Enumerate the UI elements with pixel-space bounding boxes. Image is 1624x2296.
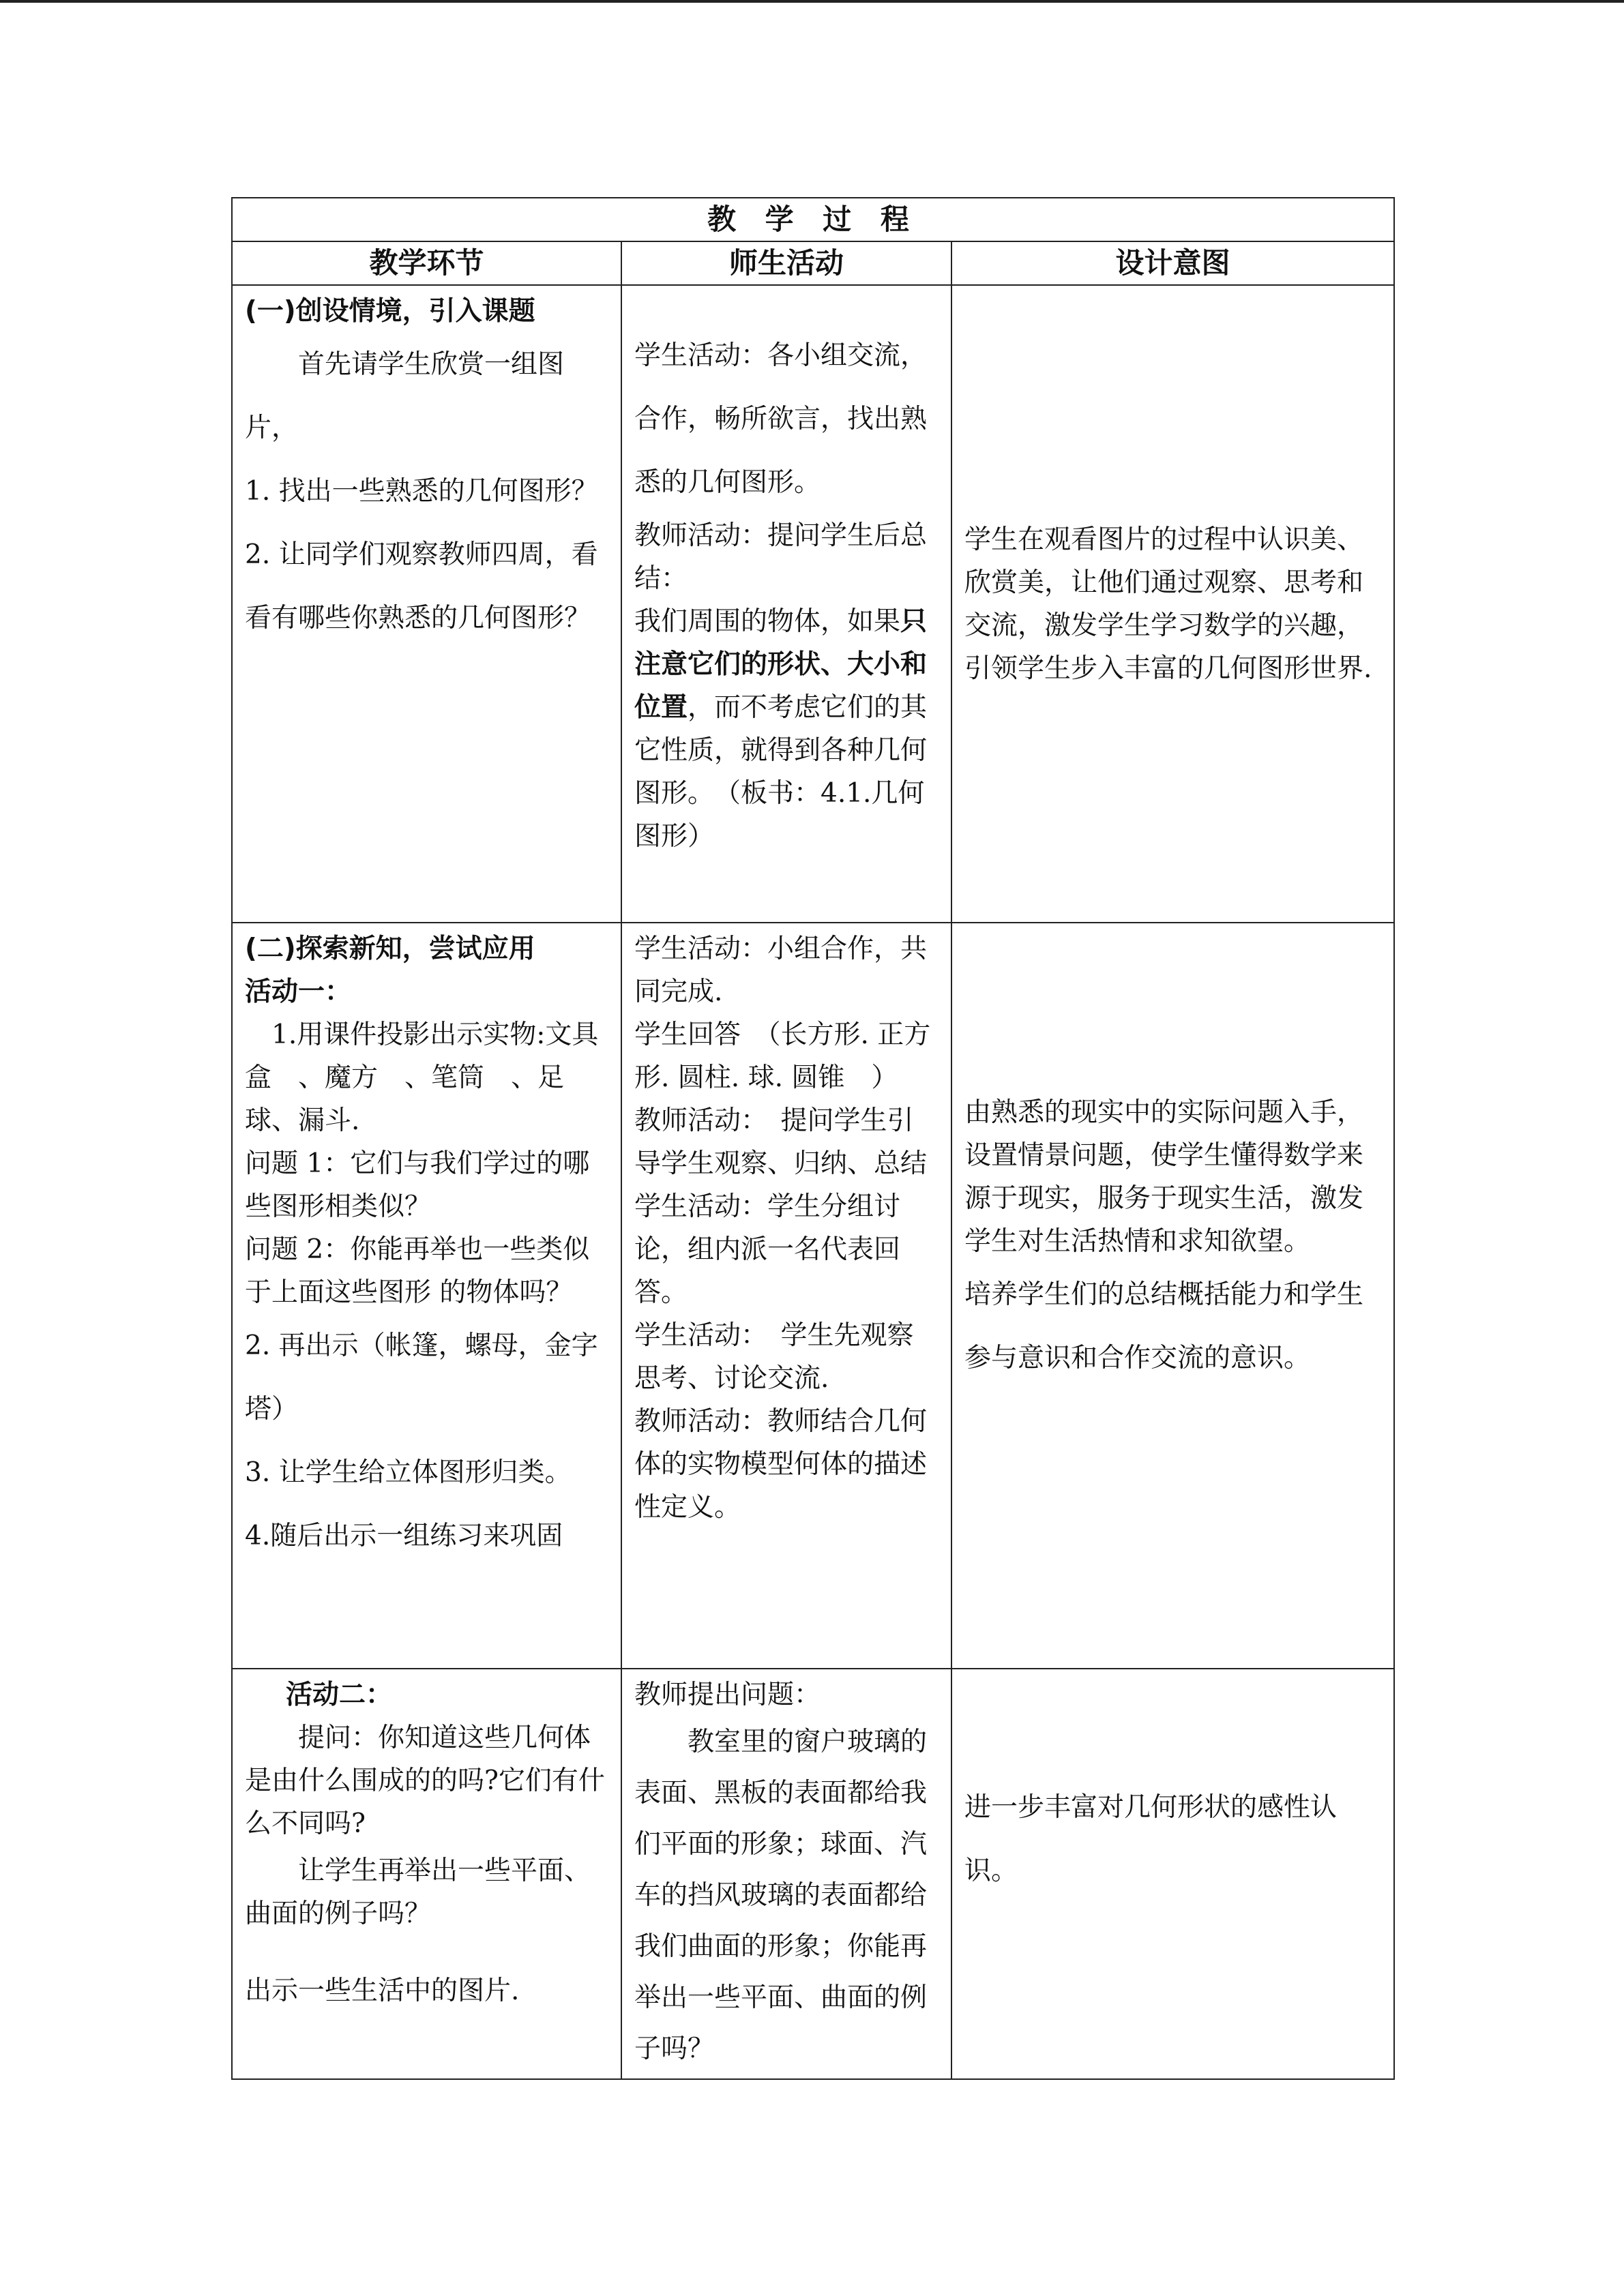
row2-stage-cell <box>232 923 621 1669</box>
design-intent: 学生在观看图片的过程中认识美、欣赏美，让他们通过观察、思考和交流，激发学生学习数学的兴趣，引领学生步入丰富的几何图形世界. <box>964 524 1372 684</box>
activity-4: 学生活动：学生分组讨论，组内派一名代表回答。 <box>634 1191 901 1308</box>
item-2: 2. 再出示（帐篷，螺母，金字塔） <box>245 1330 598 1425</box>
question: 提问：你知道这些几何体是由什么围成的的吗?它们有什么不同吗? <box>245 1723 605 1839</box>
item-3: 3. 让学生给立体图形归类。 <box>245 1457 572 1488</box>
row2-activity-cell <box>621 923 951 1669</box>
table-row <box>232 923 1394 1669</box>
question-1: 问题 1：它们与我们学过的哪些图形相类似？ <box>245 1148 590 1222</box>
activity-title: 活动一： <box>245 976 352 1007</box>
item-3: 出示一些生活中的图片. <box>245 1976 520 2006</box>
row3-stage-cell <box>232 1669 621 2079</box>
row1-stage-cell <box>232 285 621 923</box>
intro-text: 首先请学生欣赏一组图片， <box>245 349 565 443</box>
teaching-process-table <box>231 197 1395 2080</box>
question-2: 2. 让同学们观察教师四周，看看有哪些你熟悉的几何图形？ <box>245 539 598 633</box>
table-title: 教 学 过 程 <box>232 198 1394 241</box>
activity-5: 学生活动： 学生先观察思考、讨论交流. <box>634 1320 914 1394</box>
design-intent: 进一步丰富对几何形状的感性认识。 <box>964 1792 1338 1886</box>
activity-6: 教师活动：教师结合几何体的实物模型何体的描述性定义。 <box>634 1406 928 1523</box>
activity-3: 教师活动： 提问学生引导学生观察、归纳、总结 <box>634 1105 928 1179</box>
student-activity: 学生活动：各小组交流，合作，畅所欲言，找出熟悉的几何图形。 <box>634 340 928 498</box>
row3-intent-cell <box>951 1669 1394 2079</box>
item-4: 4.随后出示一组练习来巩固 <box>245 1521 563 1551</box>
design-intent-1: 由熟悉的现实中的实际问题入手，设置情景问题，使学生懂得数学来源于现实，服务于现实生活，激发学生对生活热情和求知欲望。 <box>964 1097 1364 1257</box>
activity-title: 活动二： <box>286 1680 393 1710</box>
activity-2: 学生回答 （长方形. 正方形. 圆柱. 球. 圆锥 ） <box>634 1019 931 1093</box>
header-design-intent: 设计意图 <box>951 241 1394 285</box>
row1-intent-cell <box>951 285 1394 923</box>
teacher-summary: 我们周围的物体，如果只注意它们的形状、大小和位置，而不考虑它们的其它性质，就得到各种几何图形。 （板书：4.1.几何图形） <box>634 606 928 852</box>
activity-1: 学生活动：小组合作，共同完成. <box>634 934 928 1007</box>
table-row <box>232 285 1394 923</box>
section-title: (二)探索新知，尝试应用 <box>245 934 535 964</box>
section-title: (一)创设情境，引入课题 <box>245 296 535 327</box>
teacher-question-text: 教室里的窗户玻璃的表面、黑板的表面都给我们平面的形象；球面、汽车的挡风玻璃的表面都给我们曲面的形象；你能再举出一些平面、曲面的例子吗？ <box>634 1727 928 2064</box>
table-row <box>232 1669 1394 2079</box>
teacher-question-title: 教师提出问题： <box>634 1680 821 1710</box>
teacher-activity: 教师活动：提问学生后总结： <box>634 520 928 594</box>
question-2: 问题 2：你能再举也一些类似于上面这些图形 的物体吗？ <box>245 1234 590 1308</box>
row1-activity-cell <box>621 285 951 923</box>
item-2: 让学生再举出一些平面、曲面的例子吗？ <box>245 1855 591 1929</box>
header-teaching-stage: 教学环节 <box>232 241 621 285</box>
row2-intent-cell <box>951 923 1394 1669</box>
header-activities: 师生活动 <box>621 241 951 285</box>
design-intent-2: 培养学生们的总结概括能力和学生参与意识和合作交流的意识。 <box>964 1279 1364 1373</box>
top-border-line <box>0 0 1624 3</box>
item-1: 1.用课件投影出示实物:文具盒 、魔方 、笔筒 、足球、漏斗. <box>245 1019 599 1136</box>
row3-activity-cell <box>621 1669 951 2079</box>
question-1: 1. 找出一些熟悉的几何图形？ <box>245 476 598 507</box>
